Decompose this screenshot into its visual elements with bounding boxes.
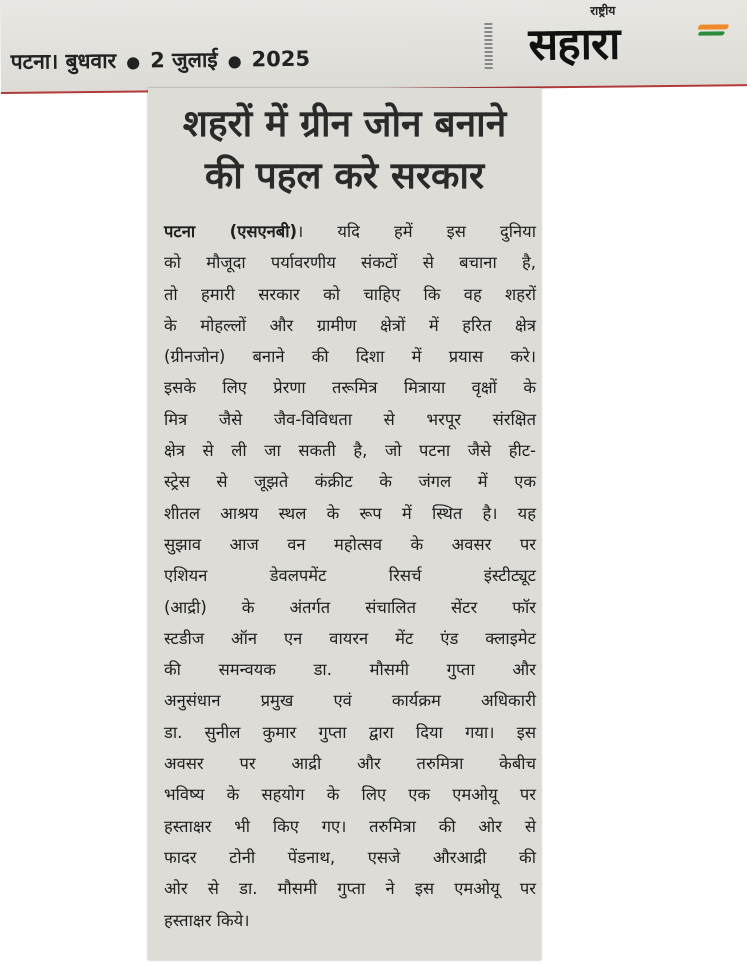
body-line: तो हमारी सरकार को चाहिए कि वह शहरों [164,284,536,304]
body-line: हस्ताक्षर भी किए गए। तरुमित्रा की ओर से [164,816,536,836]
headline-line: शहरों में ग्रीन जोन बनाने [182,102,507,145]
flag-stripes-icon [698,24,728,42]
dateline [11,45,311,76]
logo-subtitle: राष्ट्रीय [590,3,616,18]
body-line: की समन्वयक डा. मौसमी गुप्ता और [164,660,536,680]
bullet-dot: ● [227,51,242,71]
newspaper-logo [528,0,739,72]
news-clipping [148,88,541,960]
body-line-text: । यदि हमें इस दुनिया [297,222,536,241]
article-lead: पटना (एसएनबी) [164,222,298,241]
body-line: के मोहल्लों और ग्रामीण क्षेत्रों में हरित क्षेत्र [164,315,536,335]
dateline-date: 2 जुलाई [149,47,218,73]
body-line: हस्ताक्षर किये। [164,910,250,930]
body-line: मित्र जैसे जैव-विविधता से भरपूर संरक्षित [164,409,536,429]
perforation-divider [484,23,493,71]
article-headline [148,98,541,202]
body-line: क्षेत्र से ली जा सकती है, जो पटना जैसे हीट- [164,441,536,461]
body-line: भविष्य के सहयोग के लिए एक एमओयू पर [164,785,536,805]
headline-line: की पहल करे सरकार [204,154,485,197]
body-line: ओर से डा. मौसमी गुप्ता ने इस एमओयू पर [164,879,536,899]
bullet-dot: ● [126,52,141,72]
body-line: (ग्रीनजोन) बनाने की दिशा में प्रयास करे। [164,347,536,367]
body-line: स्टडीज ऑन एन वायरन मेंट एंड क्लाइमेट [164,628,536,648]
dateline-day: बुधवार [65,48,117,74]
body-line: अनुसंधान प्रमुख एवं कार्यक्रम अधिकारी [164,691,536,711]
logo-title: सहारा [528,18,620,71]
body-line: को मौजूदा पर्यावरणीय संकटों से बचाना है, [164,253,536,273]
dateline-separator: । [50,49,59,74]
body-line: अवसर पर आद्री और तरुमित्रा केबीच [164,754,536,774]
body-line: डा. सुनील कुमार गुप्ता द्वारा दिया गया। इस [164,722,536,742]
body-line: इसके लिए प्रेरणा तरूमित्र मित्राया वृक्षों के [164,378,536,398]
newspaper-masthead [0,0,747,94]
body-line [164,216,536,247]
dateline-city: पटना [10,49,51,74]
body-line: फादर टोनी पेंडनाथ, एसजे औरआद्री की [164,847,536,867]
body-line: स्ट्रेस से जूझते कंक्रीट के जंगल में एक [164,472,536,492]
body-line: शीतल आश्रय स्थल के रूप में स्थित है। यह [164,503,536,523]
dateline-year: 2025 [251,46,311,72]
article-body [164,216,536,936]
body-line: (आद्री) के अंतर्गत संचालित सेंटर फॉर [164,597,536,617]
body-line: सुझाव आज वन महोत्सव के अवसर पर [164,534,536,554]
body-line: एशियन डेवलपमेंट रिसर्च इंस्टीट्यूट [164,566,536,586]
